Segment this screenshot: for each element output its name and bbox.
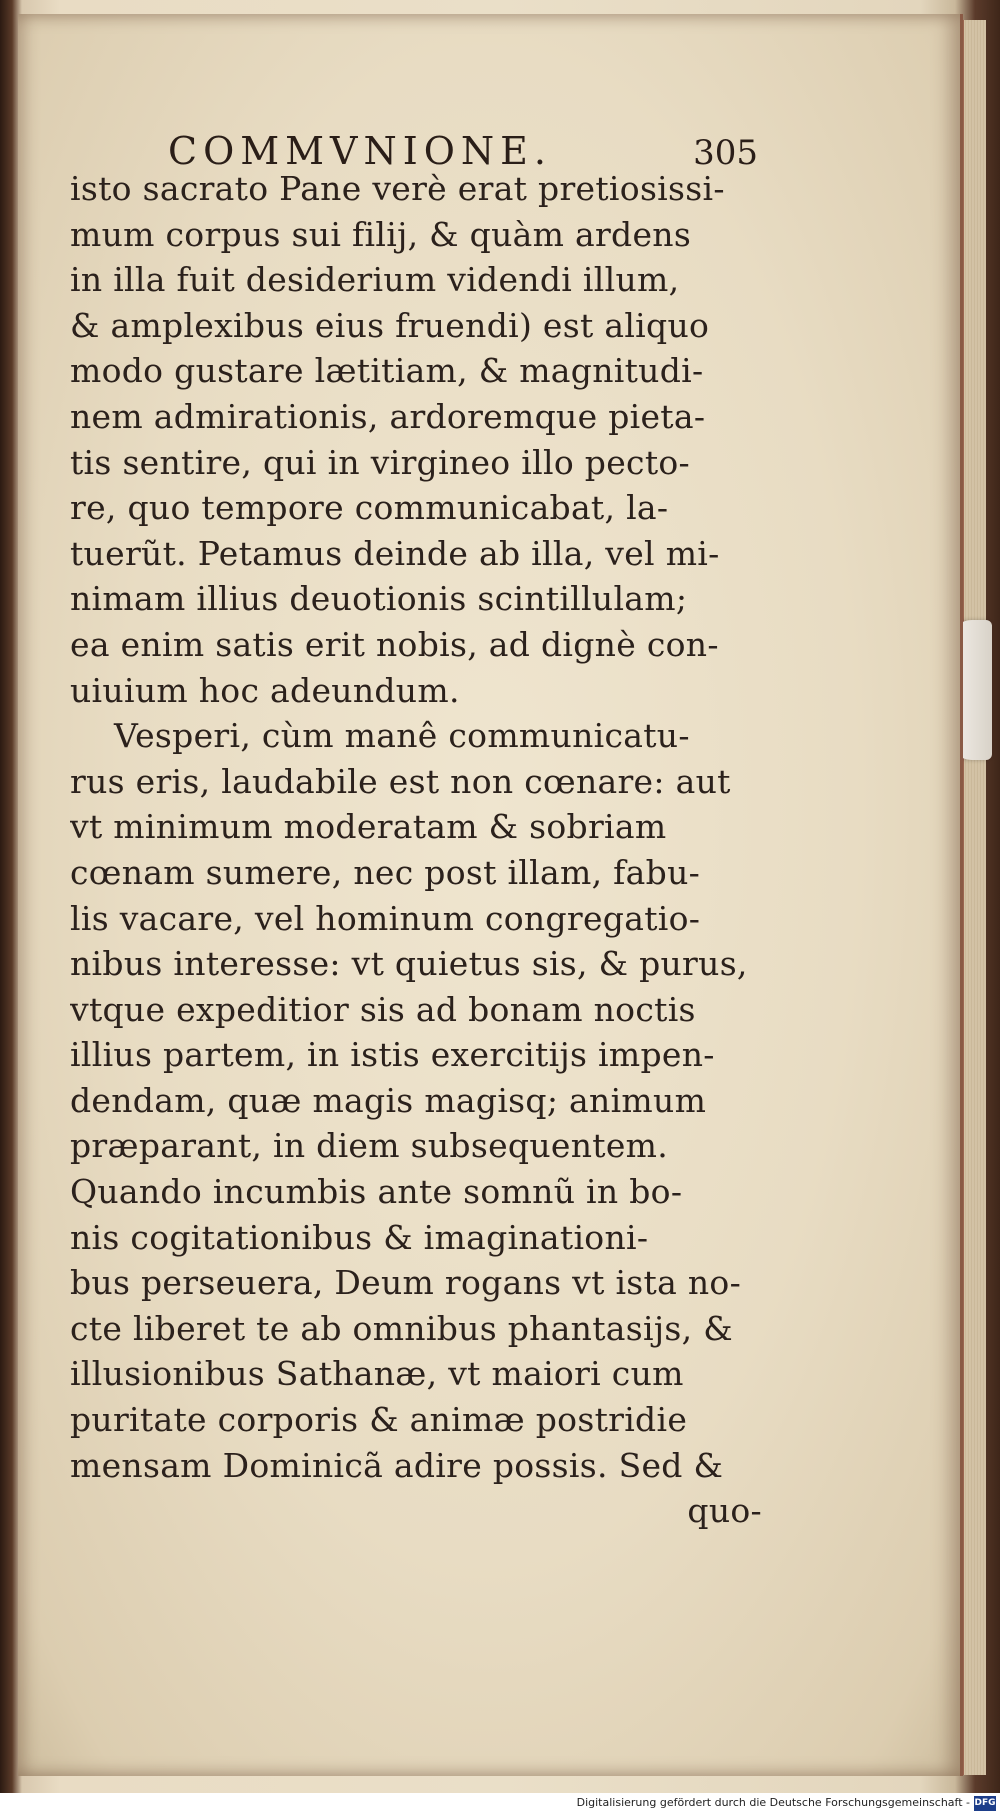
dfg-logo: DFG	[974, 1796, 996, 1811]
text-line: rus eris, laudabile est non cœnare: aut	[70, 761, 731, 801]
text-line: cœnam sumere, nec post illam, fabu-	[70, 852, 701, 892]
footer-bar	[0, 1793, 1000, 1815]
text-line: vtque expeditior sis ad bonam noctis	[70, 989, 696, 1029]
text-line: tis sentire, qui in virgineo illo pecto-	[70, 442, 691, 482]
text-line: tuerũt. Petamus deinde ab illa, vel mi-	[70, 533, 720, 573]
text-line: illusionibus Sathanæ, vt maiori cum	[70, 1354, 684, 1394]
text-line: & amplexibus eius fruendi) est aliquo	[70, 305, 710, 345]
text-line: in illa fuit desiderium videndi illum,	[70, 260, 680, 300]
text-line: illius partem, in istis exercitijs impen-	[70, 1035, 715, 1075]
text-line: uiuium hoc adeundum.	[70, 670, 460, 710]
book-fore-edge	[962, 20, 986, 1775]
text-line: re, quo tempore communicabat, la-	[70, 488, 669, 528]
catchword: quo-	[687, 1491, 762, 1531]
paragraph-start-line: Vesperi, cùm manê communicatu-	[114, 716, 690, 756]
text-line: Quando incumbis ante somnũ in bo-	[70, 1172, 683, 1212]
text-line: nibus interesse: vt quietus sis, & purus,	[70, 944, 748, 984]
text-line: isto sacrato Pane verè erat pretiosissi-	[70, 169, 725, 208]
text-line: præparant, in diem subsequentem.	[70, 1126, 669, 1166]
text-line: nimam illius deuotionis scintillulam;	[70, 579, 688, 619]
text-line: modo gustare lætitiam, & magnitudi-	[70, 351, 704, 391]
text-line: nem admirationis, ardoremque pieta-	[70, 396, 706, 436]
text-line: ea enim satis erit nobis, ad dignè con-	[70, 624, 719, 664]
text-line: lis vacare, vel hominum congregatio-	[70, 898, 701, 938]
digitization-credit: Digitalisierung gefördert durch die Deutsche Forschungsgemeinschaft -	[576, 1796, 970, 1809]
page-number: 305	[693, 133, 758, 173]
text-line: nis cogitationibus & imaginationi-	[70, 1217, 649, 1257]
text-line: mum corpus sui filij, & quàm ardens	[70, 214, 692, 254]
text-line: dendam, quæ magis magisq; animum	[70, 1080, 707, 1120]
body-text	[70, 166, 770, 1534]
running-title: COMMVNIONE.	[168, 129, 552, 173]
book-page	[18, 14, 963, 1776]
text-line: mensam Dominicã adire possis. Sed &	[70, 1445, 724, 1485]
text-line: bus perseuera, Deum rogans vt ista no-	[70, 1263, 742, 1303]
text-line: vt minimum moderatam & sobriam	[70, 807, 667, 847]
text-line: cte liberet te ab omnibus phantasijs, &	[70, 1308, 733, 1348]
text-line: puritate corporis & animæ postridie	[70, 1400, 688, 1440]
